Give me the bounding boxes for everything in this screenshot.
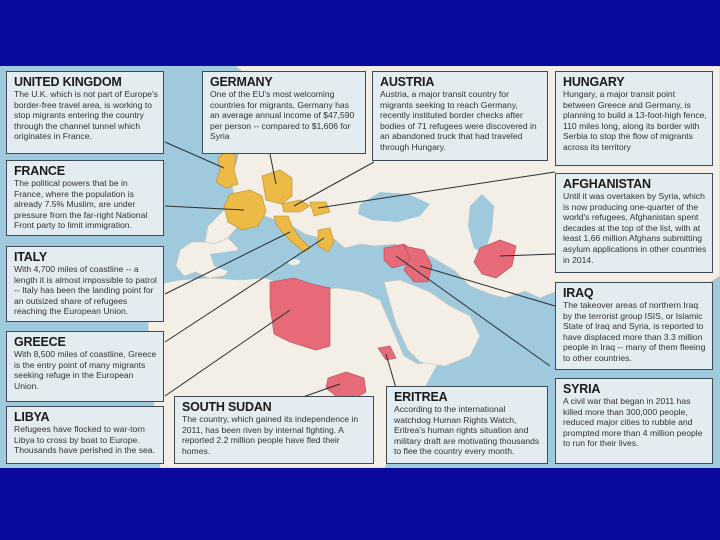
- country-title: HUNGARY: [563, 75, 625, 89]
- country-title: UNITED KINGDOM: [14, 75, 122, 89]
- info-box-syria: [555, 378, 713, 464]
- country-title: ITALY: [14, 250, 48, 264]
- info-box-eritrea: [386, 386, 548, 464]
- country-title: AUSTRIA: [380, 75, 435, 89]
- country-description: The takeover areas of northern Iraq by the terrorist group ISIS, or Islamic State of Iraq and Syria, is reported to have displaced more than 3.3 million people in Iraq -- many of them fleeing to other countries.: [563, 300, 706, 363]
- info-box-greece: [6, 331, 164, 402]
- info-box-italy: [6, 246, 164, 322]
- country-title: AFGHANISTAN: [563, 177, 651, 191]
- country-description: The U.K. which is not part of Europe's border-free travel area, is working to stop migrants entering the country through the channel tunnel which originates in France.: [14, 89, 158, 142]
- country-title: GREECE: [14, 335, 66, 349]
- country-description: Refugees have flocked to war-torn Libya to cross by boat to Europe. Thousands have perished in the sea.: [14, 424, 155, 456]
- info-box-france: [6, 160, 164, 236]
- country-description: With 8,500 miles of coastline, Greece is the entry point of many migrants seeking refuge in the European Union.: [14, 349, 157, 391]
- info-box-afghanistan: [555, 173, 713, 273]
- info-box-uk: [6, 71, 164, 154]
- info-box-austria: [372, 71, 548, 161]
- country-description: The political powers that be in France, where the population is already 7.5% Muslim, are under pressure from the far-right National Front party to limit immigration.: [14, 178, 148, 231]
- info-box-iraq: [555, 282, 713, 370]
- info-box-germany: [202, 71, 366, 154]
- country-description: One of the EU's most welcoming countries for migrants, Germany has an average annual income of $47,590 per person -- compared to $1,606 for Syria: [210, 89, 355, 142]
- country-description: Hungary, a major transit point between Greece and Germany, is planning to build a 13-foot-high fence, 110 miles long, along its border with Serbia to stop the flow of migrants across its territory: [563, 89, 707, 152]
- country-title: ERITREA: [394, 390, 448, 404]
- country-description: According to the international watchdog Human Rights Watch, Eritrea's human rights situation and military draft are motivating thousands to flee the country every month.: [394, 404, 540, 457]
- country-description: The country, which gained its independence in 2011, has been riven by internal fighting. A reported 2.2 million people have fled their homes.: [182, 414, 359, 456]
- info-box-south-sudan: [174, 396, 374, 464]
- info-box-hungary: [555, 71, 713, 166]
- country-description: A civil war that began in 2011 has killed more than 300,000 people, reduced major cities to rubble and prompted more than 4 million people to run for their lives.: [563, 396, 703, 449]
- country-description: Until it was overtaken by Syria, which is now producing one-quarter of the world's refugees, Afghanistan spent decades at the top of the list, with at least 1.66 million Afghans submitting asylum applications in other countries in 2014.: [563, 191, 707, 265]
- germany-highlight: [262, 170, 292, 204]
- country-title: SOUTH SUDAN: [182, 400, 272, 414]
- country-title: FRANCE: [14, 164, 65, 178]
- info-box-libya: [6, 406, 164, 464]
- country-description: Austria, a major transit country for migrants seeking to reach Germany, recently instituted border checks after bodies of 71 refugees were discovered in an abandoned truck that had traveled through Hungary.: [380, 89, 537, 152]
- country-description: With 4,700 miles of coastline -- a length it is almost impossible to patrol -- Italy has been the landing point for an outsized share of refugees reaching the European Union.: [14, 264, 157, 317]
- country-title: GERMANY: [210, 75, 273, 89]
- country-title: IRAQ: [563, 286, 594, 300]
- country-title: SYRIA: [563, 382, 601, 396]
- country-title: LIBYA: [14, 410, 50, 424]
